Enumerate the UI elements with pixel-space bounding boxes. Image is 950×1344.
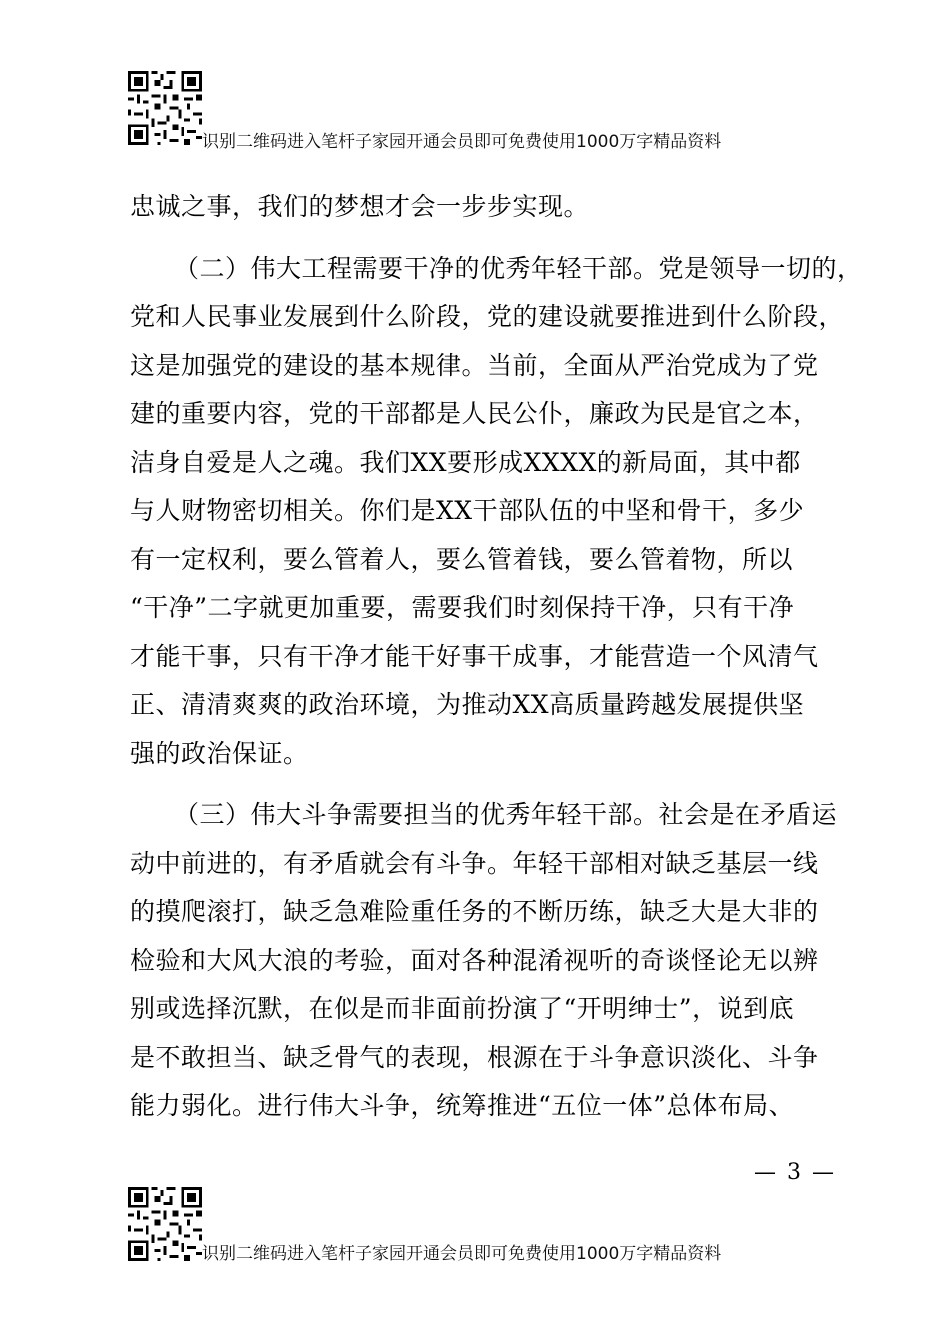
promo-banner-text: 识别二维码进入笔杆子家园开通会员即可免费使用1000万字精品资料: [202, 132, 722, 152]
paragraph-line: 能力弱化。进行伟大斗争，统筹推进“五位一体”总体布局、: [130, 1091, 795, 1120]
paragraph-line: 正、清清爽爽的政治环境，为推动XX高质量跨越发展提供坚: [130, 690, 805, 719]
paragraph-line: 才能干事，只有干净才能干好事干成事，才能营造一个风清气: [130, 641, 819, 671]
paragraph-line: 是不敢担当、缺乏骨气的表现，根源在于斗争意识淡化、斗争: [130, 1042, 819, 1072]
page-number: — 3 —: [754, 1160, 836, 1185]
qr-code-icon[interactable]: [128, 71, 202, 145]
paragraph-line: 忠诚之事，我们的梦想才会一步步实现。: [130, 192, 590, 221]
paragraph-line: 检验和大风大浪的考验，面对各种混淆视听的奇谈怪论无以辨: [130, 945, 819, 975]
paragraph-line: 这是加强党的建设的基本规律。当前，全面从严治党成为了党: [130, 350, 819, 380]
paragraph-line: （三）伟大斗争需要担当的优秀年轻干部。社会是在矛盾运: [174, 800, 838, 829]
paragraph-line: 别或选择沉默，在似是而非面前扮演了“开明绅士”，说到底: [130, 994, 795, 1023]
promo-banner-text: 识别二维码进入笔杆子家园开通会员即可免费使用1000万字精品资料: [202, 1244, 722, 1264]
paragraph-line: 洁身自爱是人之魂。我们XX要形成XXXX的新局面，其中都: [130, 447, 801, 477]
paragraph-line: 的摸爬滚打，缺乏急难险重任务的不断历练，缺乏大是大非的: [130, 897, 819, 926]
paragraph-line: 与人财物密切相关。你们是XX干部队伍的中坚和骨干，多少: [130, 496, 805, 525]
document-body: [130, 183, 863, 1131]
paragraph-line: （二）伟大工程需要干净的优秀年轻干部。党是领导一切的，: [174, 253, 863, 283]
paragraph-line: “干净”二字就更加重要，需要我们时刻保持干净，只有干净: [130, 593, 795, 622]
qr-code-icon[interactable]: [128, 1187, 202, 1261]
paragraph-line: 动中前进的，有矛盾就会有斗争。年轻干部相对缺乏基层一线: [130, 848, 819, 878]
paragraph-line: 党和人民事业发展到什么阶段，党的建设就要推进到什么阶段，: [130, 302, 845, 331]
paragraph-line: 有一定权利，要么管着人，要么管着钱，要么管着物，所以: [130, 544, 794, 574]
paragraph-line: 建的重要内容，党的干部都是人民公仆，廉政为民是官之本，: [130, 399, 819, 428]
paragraph-line: 强的政治保证。: [130, 738, 309, 768]
